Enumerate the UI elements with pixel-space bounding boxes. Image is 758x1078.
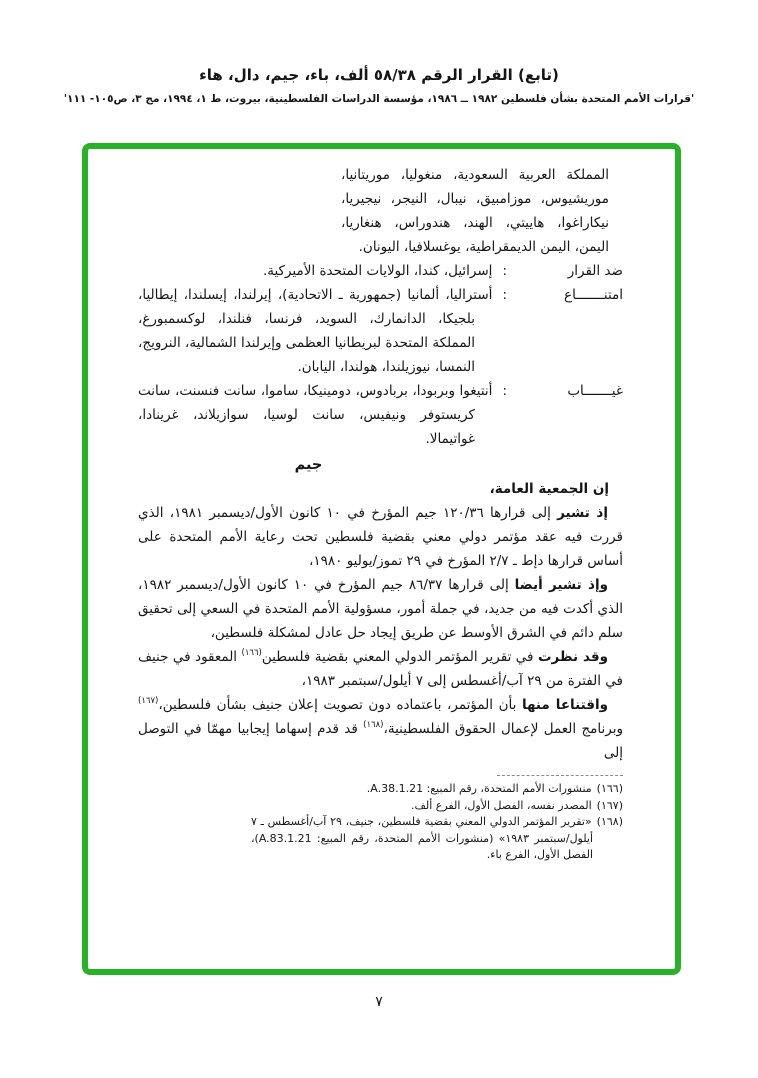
vote-against-separator: :	[502, 263, 507, 279]
footnote-ref-168: (١٦٨)	[363, 720, 384, 730]
document-header	[0, 0, 758, 105]
footnote-168	[251, 814, 623, 864]
vote-against-countries: إسرائيل، كندا، الولايات المتحدة الأميركية.	[262, 263, 493, 279]
vote-absent-label: غيـــــــاب	[567, 383, 623, 399]
footnote-ref-166: (١٦٦)	[241, 648, 262, 658]
preamble-paragraph-3	[138, 645, 623, 693]
footnote-168-number: (١٦٨)	[596, 815, 623, 828]
paragraph-3-text-a: في تقرير المؤتمر الدولي المعني بقضية فلسطين	[261, 649, 538, 665]
preamble-opening: إن الجمعية العامة،	[489, 481, 609, 497]
paragraph-3-text-b: المعقود في جنيف في الفترة من ٢٩ آب/أغسطس إلى ٧ أيلول/سبتمبر ١٩٨٣،	[138, 649, 623, 689]
vote-abstain-row	[138, 283, 623, 379]
footnote-167-text: المصدر نفسه، الفصل الأول، الفرع ألف.	[410, 798, 592, 812]
footnote-167-number: (١٦٧)	[596, 798, 623, 812]
footnotes-block	[251, 781, 623, 864]
footnote-168-text: «تقرير المؤتمر الدولي المعني بقضية فلسطين، جنيف، ٢٩ آب/أغسطس ـ ٧ أيلول/سبتمبر ١٩٨٣» (منشورات الأمم المتحدة، رقم المبيع: A.83.1.21)، الفصل الأول، الفرع باء.	[251, 815, 594, 861]
paragraph-3-lead: وقد نظرت	[537, 649, 609, 665]
footnote-166	[251, 781, 623, 798]
preamble-paragraph-2	[138, 573, 623, 645]
vote-absent-separator: :	[502, 383, 507, 399]
resolution-title: (تابع) القرار الرقم ٥٨/٣٨ ألف، باء، جيم، دال، هاء	[199, 66, 559, 84]
preamble-paragraph-4	[138, 693, 623, 765]
vote-abstain-label: امتنـــــــاع	[564, 287, 623, 303]
vote-abstain-countries: أستراليا، ألمانيا (جمهورية ـ الاتحادية)، إيرلندا، إيسلندا، إيطاليا، بلجيكا، الدانمارك، السويد، فرنسا، فنلندا، لوكسمبورغ، المملكة المتحدة لبريطانيا العظمى وإيرلندا الشمالية، النرويج، النمسا، نيوزيلندا، هولندا، اليابان.	[138, 287, 493, 375]
paragraph-4-text-a: بأن المؤتمر، باعتماده دون تصويت إعلان جنيف بشأن فلسطين،	[158, 697, 522, 713]
resolution-text-frame	[82, 143, 681, 975]
source-citation: 'قرارات الأمم المتحدة بشأن فلسطين ١٩٨٢ ــ ١٩٨٦، مؤسسة الدراسات الفلسطينية، بيروت، ط ١، ١٩٩٤، مج ٣، ص١٠٥- ١١١'	[63, 93, 695, 105]
vote-countries-continued: المملكة العربية السعودية، منغوليا، موريتانيا، موريشيوس، موزامبيق، نيبال، النيجر، نيجيريا، نيكاراغوا، هاييتي، الهند، هندوراس، هنغاريا، اليمن، اليمن الديمقراطية، يوغسلافيا، اليونان.	[341, 167, 609, 255]
footnote-166-text: منشورات الأمم المتحدة، رقم المبيع: A.38.1.21.	[366, 782, 592, 795]
vote-abstain-separator: :	[502, 287, 507, 303]
vote-against-row	[138, 259, 623, 283]
paragraph-4-text-c: قد قدم إسهاما إيجابيا مهمّا في التوصل إلى	[138, 721, 623, 761]
footnote-166-number: (١٦٦)	[596, 782, 623, 795]
vote-absent-row	[138, 379, 623, 451]
vote-against-label: ضد القرار	[567, 263, 623, 279]
page-number: ٧	[375, 994, 383, 1010]
paragraph-2-lead: وإذ تشير أيضا	[514, 577, 608, 593]
section-heading-jeem: جيم	[294, 457, 323, 473]
footnote-167	[251, 798, 623, 815]
footnote-ref-167: (١٦٧)	[138, 696, 159, 706]
preamble-paragraph-1	[138, 501, 623, 573]
paragraph-2-text: إلى قرارها ٨٦/٣٧ جيم المؤرخ في ١٠ كانون الأول/ديسمبر ١٩٨٢، الذي أكدت فيه من جديد، في جملة أمور، مسؤولية الأمم المتحدة في السعي إلى تحقيق سلم دائم في الشرق الأوسط عن طريق إيجاد حل عادل لمشكلة فلسطين،	[138, 577, 623, 641]
paragraph-1-text: إلى قرارها ١٢٠/٣٦ جيم المؤرخ في ١٠ كانون الأول/ديسمبر ١٩٨١، الذي قررت فيه عقد مؤتمر دولي معني بقضية فلسطين تحت رعاية الأمم المتحدة على أساس قرارها دإط ـ ٢/٧ المؤرخ في ٢٩ تموز/يوليو ١٩٨٠،	[138, 505, 623, 569]
footnote-separator	[497, 775, 623, 776]
vote-absent-countries: أنتيغوا وبربودا، بربادوس، دومينيكا، ساموا، سانت فنسنت، سانت كريستوفر ونيفيس، سانت لوسيا، سوازيلاند، غرينادا، غواتيمالا.	[138, 383, 493, 447]
paragraph-4-lead: واقتناعا منها	[521, 697, 608, 713]
paragraph-1-lead: إذ تشير	[557, 505, 608, 521]
paragraph-4-text-b: وبرنامج العمل لإعمال الحقوق الفلسطينية،	[383, 721, 623, 737]
